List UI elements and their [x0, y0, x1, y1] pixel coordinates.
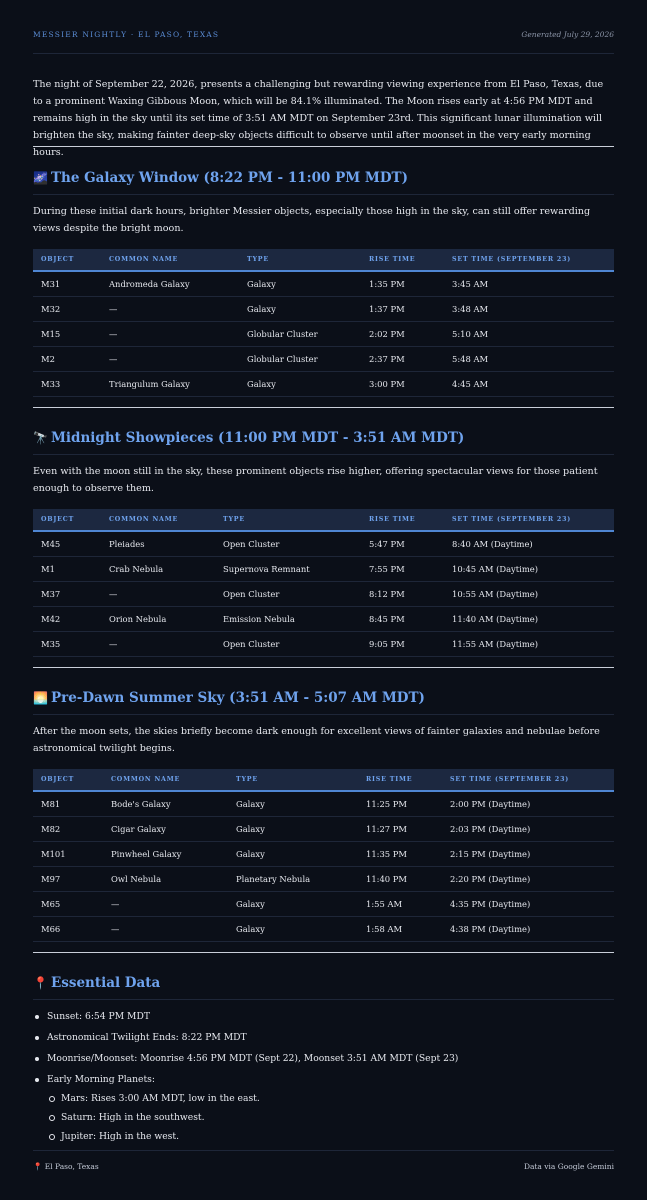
cell-common-name: Triangulum Galaxy	[101, 371, 239, 396]
cell-rise-time: 1:35 PM	[361, 271, 444, 296]
objects-table	[33, 249, 614, 397]
cell-object: M1	[33, 556, 101, 581]
cell-rise-time: 3:00 PM	[361, 371, 444, 396]
cell-set-time: 10:45 AM (Daytime)	[444, 556, 614, 581]
cell-type: Galaxy	[228, 816, 358, 841]
cell-object: M35	[33, 631, 101, 656]
table-row	[33, 866, 614, 891]
column-header: OBJECT	[33, 769, 103, 791]
column-header: SET TIME (SEPTEMBER 23)	[444, 509, 614, 531]
column-header: COMMON NAME	[103, 769, 228, 791]
sunrise-icon: 🌅	[33, 691, 48, 705]
table-row	[33, 816, 614, 841]
cell-object: M42	[33, 606, 101, 631]
column-header: TYPE	[239, 249, 361, 271]
header	[33, 30, 614, 54]
cell-rise-time: 2:02 PM	[361, 321, 444, 346]
cell-type: Emission Nebula	[215, 606, 361, 631]
column-header: COMMON NAME	[101, 509, 215, 531]
column-header: COMMON NAME	[101, 249, 239, 271]
cell-common-name: —	[101, 581, 215, 606]
cell-rise-time: 8:45 PM	[361, 606, 444, 631]
cell-type: Open Cluster	[215, 581, 361, 606]
cell-rise-time: 7:55 PM	[361, 556, 444, 581]
cell-set-time: 2:20 PM (Daytime)	[442, 866, 614, 891]
section-title	[33, 430, 614, 455]
section-title	[33, 170, 614, 195]
table-row	[33, 631, 614, 656]
cell-rise-time: 1:58 AM	[358, 916, 442, 941]
telescope-icon: 🔭	[33, 431, 48, 445]
pin-icon: 📍	[33, 1162, 43, 1171]
table-row	[33, 296, 614, 321]
section-title	[33, 975, 614, 1000]
cell-common-name: Owl Nebula	[103, 866, 228, 891]
cell-type: Galaxy	[239, 371, 361, 396]
cell-common-name: —	[103, 891, 228, 916]
cell-object: M66	[33, 916, 103, 941]
cell-object: M32	[33, 296, 101, 321]
cell-set-time: 4:45 AM	[444, 371, 614, 396]
section-essential-data	[33, 975, 614, 1151]
cell-set-time: 2:00 PM (Daytime)	[442, 791, 614, 816]
table-header-row	[33, 509, 614, 531]
cell-type: Galaxy	[228, 891, 358, 916]
cell-type: Globular Cluster	[239, 321, 361, 346]
cell-object: M81	[33, 791, 103, 816]
section-title-text: Pre-Dawn Summer Sky (3:51 AM - 5:07 AM MDT)	[50, 690, 425, 706]
table-header-row	[33, 769, 614, 791]
cell-common-name: Pinwheel Galaxy	[103, 841, 228, 866]
cell-common-name: Orion Nebula	[101, 606, 215, 631]
cell-object: M2	[33, 346, 101, 371]
column-header: OBJECT	[33, 509, 101, 531]
section-galaxy-window	[33, 170, 614, 397]
cell-common-name: —	[101, 346, 239, 371]
table-row	[33, 841, 614, 866]
list-item-planets	[33, 1073, 614, 1143]
footer-location-text: El Paso, Texas	[44, 1162, 99, 1171]
cell-object: M45	[33, 531, 101, 556]
cell-common-name: —	[101, 296, 239, 321]
footer-source: Data via Google Gemini	[523, 1162, 614, 1171]
essential-list	[33, 1010, 614, 1143]
section-title-text: Essential Data	[50, 975, 161, 991]
cell-type: Supernova Remnant	[215, 556, 361, 581]
cell-object: M82	[33, 816, 103, 841]
section-description: Even with the moon still in the sky, these prominent objects rise higher, offering spectacular views for those patient enough to observe them.	[33, 466, 598, 494]
cell-rise-time: 11:25 PM	[358, 791, 442, 816]
cell-set-time: 11:55 AM (Daytime)	[444, 631, 614, 656]
column-header: SET TIME (SEPTEMBER 23)	[442, 769, 614, 791]
divider	[33, 407, 614, 408]
list-item: Sunset: 6:54 PM MDT	[33, 1010, 614, 1023]
section-title	[33, 690, 614, 715]
list-item: Jupiter: High in the west.	[47, 1130, 614, 1143]
list-item-label: Early Morning Planets:	[47, 1074, 155, 1085]
cell-type: Galaxy	[239, 296, 361, 321]
column-header: RISE TIME	[358, 769, 442, 791]
cell-set-time: 2:03 PM (Daytime)	[442, 816, 614, 841]
cell-common-name: Cigar Galaxy	[103, 816, 228, 841]
cell-set-time: 10:55 AM (Daytime)	[444, 581, 614, 606]
footer	[33, 1150, 614, 1171]
table-row	[33, 346, 614, 371]
divider	[33, 667, 614, 668]
cell-set-time: 5:48 AM	[444, 346, 614, 371]
cell-object: M33	[33, 371, 101, 396]
table-row	[33, 581, 614, 606]
table-row	[33, 271, 614, 296]
cell-rise-time: 2:37 PM	[361, 346, 444, 371]
table-row	[33, 321, 614, 346]
column-header: TYPE	[228, 769, 358, 791]
cell-rise-time: 11:40 PM	[358, 866, 442, 891]
cell-object: M65	[33, 891, 103, 916]
column-header: TYPE	[215, 509, 361, 531]
cell-set-time: 3:48 AM	[444, 296, 614, 321]
cell-rise-time: 8:12 PM	[361, 581, 444, 606]
cell-set-time: 4:38 PM (Daytime)	[442, 916, 614, 941]
table-row	[33, 606, 614, 631]
divider	[33, 146, 614, 147]
cell-object: M15	[33, 321, 101, 346]
cell-common-name: Crab Nebula	[101, 556, 215, 581]
cell-common-name: —	[101, 631, 215, 656]
brand-title: MESSIER NIGHTLY · EL PASO, TEXAS	[33, 30, 220, 39]
cell-common-name: —	[101, 321, 239, 346]
column-header: RISE TIME	[361, 509, 444, 531]
cell-set-time: 2:15 PM (Daytime)	[442, 841, 614, 866]
cell-common-name: Bode's Galaxy	[103, 791, 228, 816]
table-row	[33, 891, 614, 916]
list-item: Mars: Rises 3:00 AM MDT, low in the east.	[47, 1092, 614, 1105]
cell-common-name: Pleiades	[101, 531, 215, 556]
section-title-text: Midnight Showpieces (11:00 PM MDT - 3:51 AM MDT)	[50, 430, 465, 446]
section-description: After the moon sets, the skies briefly become dark enough for excellent views of fainter galaxies and nebulae before astronomical twilight begins.	[33, 726, 600, 754]
cell-set-time: 5:10 AM	[444, 321, 614, 346]
pin-icon: 📍	[33, 976, 48, 990]
intro-paragraph: The night of September 22, 2026, presents a challenging but rewarding viewing experience from El Paso, Texas, due to a prominent Waxing Gibbous Moon, which will be 84.1% illuminated. The Moon rises early at 4:56 PM MDT and remains high in the sky until its set time of 3:51 AM MDT on September 23rd. This significant lunar illumination will brighten the sky, making fainter deep-sky objects difficult to observe until after moonset in the very early morning hours.	[33, 79, 604, 158]
section-title-text: The Galaxy Window (8:22 PM - 11:00 PM MDT)	[50, 170, 408, 186]
table-row	[33, 371, 614, 396]
list-item: Saturn: High in the southwest.	[47, 1111, 614, 1124]
cell-rise-time: 1:55 AM	[358, 891, 442, 916]
table-row	[33, 791, 614, 816]
table-row	[33, 531, 614, 556]
cell-common-name: —	[103, 916, 228, 941]
section-midnight-showpieces	[33, 430, 614, 657]
cell-rise-time: 11:35 PM	[358, 841, 442, 866]
cell-type: Planetary Nebula	[228, 866, 358, 891]
table-header-row	[33, 249, 614, 271]
objects-table	[33, 769, 614, 942]
divider	[33, 952, 614, 953]
cell-type: Galaxy	[228, 791, 358, 816]
cell-set-time: 4:35 PM (Daytime)	[442, 891, 614, 916]
cell-set-time: 8:40 AM (Daytime)	[444, 531, 614, 556]
cell-object: M97	[33, 866, 103, 891]
planets-list	[47, 1092, 614, 1143]
cell-rise-time: 9:05 PM	[361, 631, 444, 656]
cell-type: Open Cluster	[215, 531, 361, 556]
cell-set-time: 11:40 AM (Daytime)	[444, 606, 614, 631]
table-row	[33, 916, 614, 941]
table-row	[33, 556, 614, 581]
cell-type: Globular Cluster	[239, 346, 361, 371]
cell-type: Galaxy	[228, 841, 358, 866]
footer-location	[33, 1162, 99, 1171]
list-item: Moonrise/Moonset: Moonrise 4:56 PM MDT (Sept 22), Moonset 3:51 AM MDT (Sept 23)	[33, 1052, 614, 1065]
list-item: Astronomical Twilight Ends: 8:22 PM MDT	[33, 1031, 614, 1044]
objects-table	[33, 509, 614, 657]
cell-type: Open Cluster	[215, 631, 361, 656]
cell-object: M37	[33, 581, 101, 606]
section-pre-dawn	[33, 690, 614, 942]
cell-type: Galaxy	[228, 916, 358, 941]
cell-common-name: Andromeda Galaxy	[101, 271, 239, 296]
cell-set-time: 3:45 AM	[444, 271, 614, 296]
column-header: OBJECT	[33, 249, 101, 271]
cell-rise-time: 1:37 PM	[361, 296, 444, 321]
section-description: During these initial dark hours, brighter Messier objects, especially those high in the sky, can still offer rewarding views despite the bright moon.	[33, 206, 591, 234]
cell-type: Galaxy	[239, 271, 361, 296]
cell-object: M31	[33, 271, 101, 296]
milky-way-icon: 🌌	[33, 171, 48, 185]
cell-rise-time: 5:47 PM	[361, 531, 444, 556]
cell-object: M101	[33, 841, 103, 866]
generated-date: Generated July 29, 2026	[521, 30, 614, 39]
column-header: SET TIME (SEPTEMBER 23)	[444, 249, 614, 271]
cell-rise-time: 11:27 PM	[358, 816, 442, 841]
column-header: RISE TIME	[361, 249, 444, 271]
